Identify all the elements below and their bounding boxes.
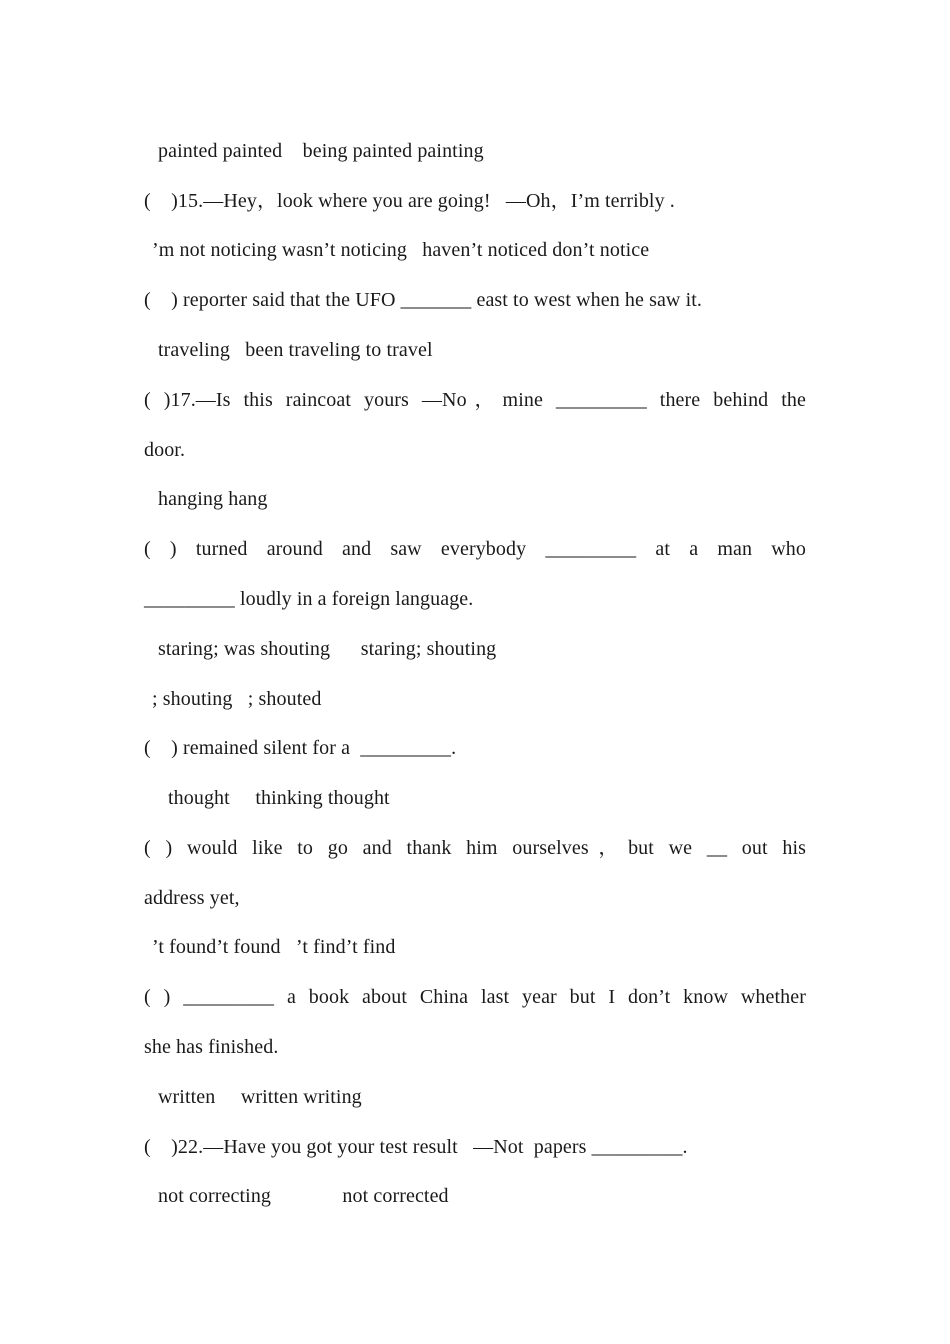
question-16: ( ) reporter said that the UFO _______ east to west when he saw it. (144, 289, 702, 311)
option-line-q19: thought thinking thought (168, 787, 390, 809)
question-21-line-1: ( ) _________ a book about China last year but I don’t know whether (144, 986, 806, 1008)
question-17-line-1: ( )17.—Is this raincoat yours —No，mine _________ there behind the (144, 389, 806, 411)
question-18-line-1: ( ) turned around and saw everybody _________ at a man who (144, 538, 806, 560)
option-line-q22: not correcting not corrected (158, 1185, 449, 1207)
question-21-line-2: she has finished. (144, 1036, 279, 1058)
question-18-line-2: _________ loudly in a foreign language. (144, 588, 474, 610)
question-20-line-2: address yet, (144, 887, 240, 909)
option-line-q15: ’m not noticing wasn’t noticing haven’t noticed don’t notice (152, 239, 650, 261)
option-line-q14: painted painted being painted painting (158, 140, 484, 162)
question-17-line-2: door. (144, 439, 186, 461)
question-15: ( )15.—Hey，look where you are going! —Oh，I’m terribly . (144, 190, 675, 212)
option-line-q21: written written writing (158, 1086, 362, 1108)
option-line-q18-b: ; shouting ; shouted (152, 688, 322, 710)
question-20-line-1: ( ) would like to go and thank him ourselves，but we __ out his (144, 837, 806, 859)
option-line-q17: hanging hang (158, 488, 268, 510)
question-22: ( )22.—Have you got your test result —Not papers _________. (144, 1136, 688, 1158)
option-line-q18-a: staring; was shouting staring; shouting (158, 638, 497, 660)
question-19: ( ) remained silent for a _________. (144, 737, 457, 759)
option-line-q20: ’t found’t found ’t find’t find (152, 936, 396, 958)
option-line-q16: traveling been traveling to travel (158, 339, 433, 361)
